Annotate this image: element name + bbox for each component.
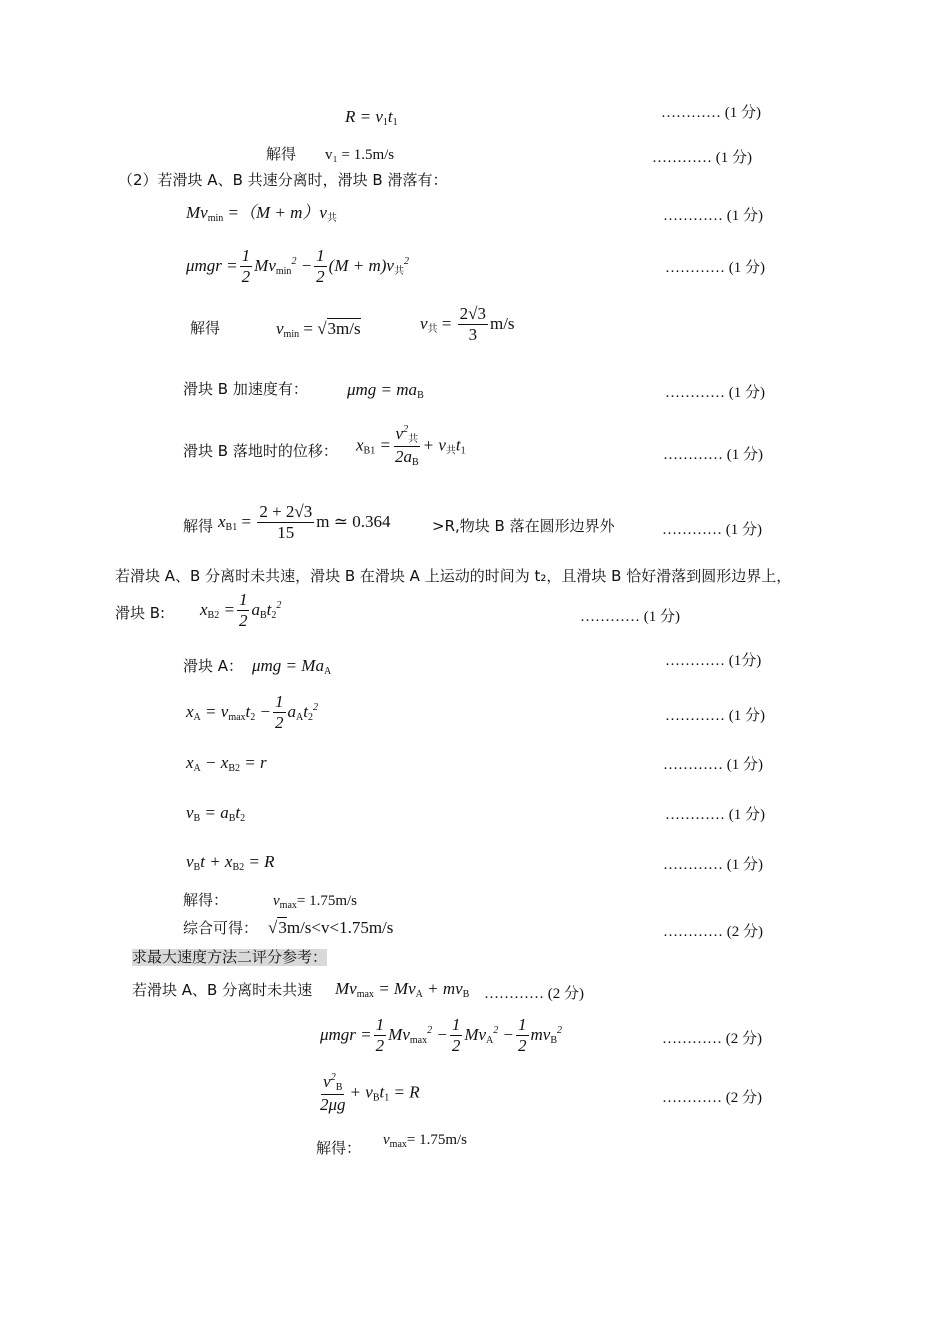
xb1-unit-value: m ≃ 0.364 bbox=[316, 511, 391, 531]
eq-vmin: $v_{min} = √3m/s$ bbox=[276, 319, 361, 340]
eq-vbt: $v_Bt + x_{B2} = R$ bbox=[186, 852, 275, 873]
eq-vmax: $v_{max}= 1.75m/s$ bbox=[273, 893, 358, 911]
solve-label: 解得 bbox=[266, 145, 297, 163]
eq-xb1: $x_{B1}$ = $\frac{v^2_共}{2a_B}$ + $v_共t_1$ bbox=[356, 424, 466, 468]
eq-momentum2: $Mv_{max} = Mv_A + mv_B$ bbox=[335, 979, 470, 1000]
disp-label: 滑块 B 落地时的位移： bbox=[183, 442, 338, 460]
block-a-label: 滑块 A： bbox=[183, 657, 244, 675]
score: ………… (1 分) bbox=[665, 385, 765, 401]
eq-xb1-value: $x_{B1}$ = $\frac{2 + 2√3}{15}$ m ≃ 0.364 bbox=[218, 502, 391, 543]
score: ………… (1 分) bbox=[663, 447, 763, 463]
score: ………… (2 分) bbox=[663, 924, 763, 940]
eq-vgong: $v_共$ = $\frac{2√3}{3}$ m/s bbox=[420, 304, 515, 345]
range-value: m/s<v<1.75m/s bbox=[286, 918, 394, 937]
accel-label: 滑块 B 加速度有： bbox=[183, 380, 308, 398]
eq-vmax2: $v_{max}= 1.75m/s$ bbox=[383, 1132, 468, 1150]
eq-accel-b: $\mu mg = ma_B$ bbox=[347, 380, 424, 401]
score: ………… (1 分) bbox=[661, 105, 761, 121]
score: ………… (1分) bbox=[665, 653, 762, 669]
score: ………… (1 分) bbox=[665, 807, 765, 823]
score: ………… (1 分) bbox=[663, 757, 763, 773]
eq-xa: $x_A = v_{max}t_2$ − $\frac{1}{2}$ $a_At_2^2$ bbox=[186, 692, 318, 733]
eq-range: √3m/s<v<1.75m/s bbox=[268, 918, 394, 937]
score: ………… (2 分) bbox=[484, 986, 584, 1002]
eq-xb2: $x_{B2}$ = $\frac{1}{2}$ $a_Bt_2^2$ bbox=[200, 590, 282, 631]
eq-energy2: μmgr = $\frac{1}{2}$ $Mv_{max}^2$ − $\frac{1}{2}$ $Mv_A^2$ − $\frac{1}{2}$ $mv_B^2$ bbox=[320, 1015, 563, 1056]
vmin-value: 3m/s bbox=[327, 319, 361, 338]
vmax-value: = 1.75m/s bbox=[406, 1132, 468, 1148]
vmax-value: = 1.75m/s bbox=[296, 893, 358, 909]
score: ………… (2 分) bbox=[662, 1090, 762, 1106]
eq-vb: $v_B = a_Bt_2$ bbox=[186, 803, 246, 824]
case2-text: 若滑块 A、B 分离时未共速，滑块 B 在滑块 A 上运动的时间为 t₂，且滑块 B 恰好滑落到圆形边界上， bbox=[115, 567, 792, 585]
eq-momentum: $Mv_{min} =(M + m)v_共$ bbox=[186, 203, 337, 224]
part2-heading: （2）若滑块 A、B 共速分离时，滑块 B 滑落有： bbox=[118, 171, 448, 189]
block-b-label: 滑块 B: bbox=[115, 604, 166, 622]
combined-label: 综合可得： bbox=[183, 919, 259, 937]
score: ………… (1 分) bbox=[662, 522, 762, 538]
solve-label: 解得 bbox=[183, 517, 214, 535]
eq-vb-sq: $\frac{v^2_B}{2\mu g}$ + $v_Bt_1 = R$ bbox=[320, 1072, 420, 1114]
method2-heading: 求最大速度方法二评分参考： bbox=[132, 948, 328, 966]
eq-energy: μmgr = $\frac{1}{2}$ $Mv_{min}^2$ − $\frac{1}{2}$ $(M + m)v_共^2$ bbox=[186, 246, 409, 287]
score: ………… (1 分) bbox=[665, 260, 765, 276]
score: ………… (2 分) bbox=[662, 1031, 762, 1047]
solve-label: 解得 bbox=[190, 319, 221, 337]
score: ………… (1 分) bbox=[665, 708, 765, 724]
eq-r-v1t1: $R = v_1t_1$ bbox=[345, 107, 398, 128]
score: ………… (1 分) bbox=[663, 857, 763, 873]
score: ………… (1 分) bbox=[663, 208, 763, 224]
outside-note: >R,物块 B 落在圆形边界外 bbox=[432, 517, 615, 535]
eq-xa-xb2: $x_A - x_{B2} = r$ bbox=[186, 753, 267, 774]
eq-v1: v₁ = 1.5m/s bbox=[325, 147, 395, 163]
score: ………… (1 分) bbox=[652, 150, 752, 166]
solve-label: 解得： bbox=[316, 1139, 362, 1157]
eq-accel-a: $\mu mg = Ma_A$ bbox=[252, 656, 332, 677]
score: ………… (1 分) bbox=[580, 609, 680, 625]
vgong-unit: m/s bbox=[489, 313, 515, 333]
solve-label: 解得： bbox=[183, 891, 229, 909]
case3-text: 若滑块 A、B 分离时未共速 bbox=[132, 981, 313, 999]
